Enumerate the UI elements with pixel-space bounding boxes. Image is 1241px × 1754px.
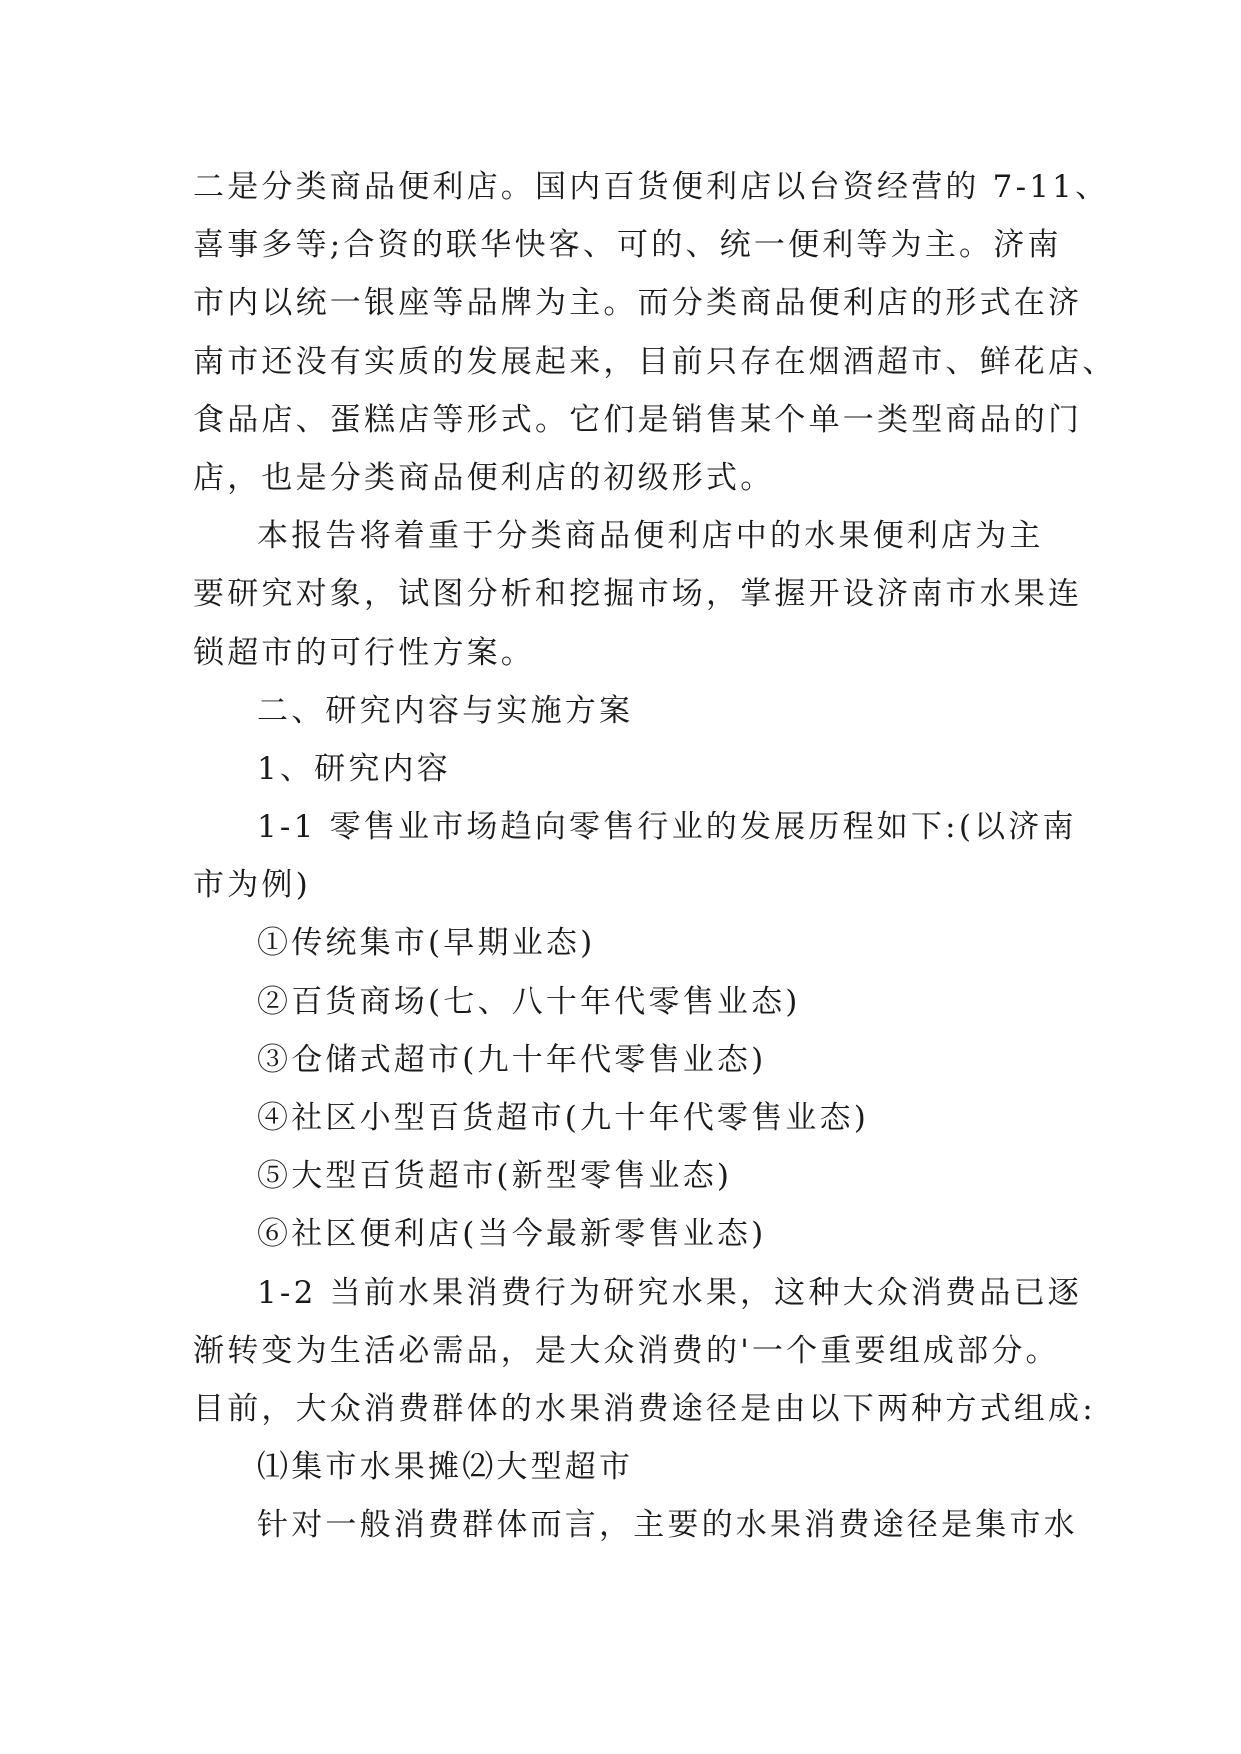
paragraph-start-line: 1-1 零售业市场趋向零售行业的发展历程如下:(以济南 [257,809,1077,846]
text-line: 喜事多等;合资的联华快客、可的、统一便利等为主。济南 [193,227,1062,264]
list-item: ①传统集市(早期业态) [257,925,596,962]
list-item: ④社区小型百货超市(九十年代零售业态) [257,1100,869,1136]
subsection-heading: 1、研究内容 [257,750,451,787]
paragraph-start-line: 本报告将着重于分类商品便利店中的水果便利店为主 [257,518,1044,555]
list-item: ⑴集市水果摊⑵大型超市 [257,1449,634,1486]
text-line: 渐转变为生活必需品，是大众消费的'一个重要组成部分。 [193,1332,1060,1369]
section-heading: 二、研究内容与实施方案 [257,692,634,729]
text-line: 目前，大众消费群体的水果消费途径是由以下两种方式组成: [193,1390,1096,1427]
list-item: ⑥社区便利店(当今最新零售业态) [257,1216,767,1253]
document-body [193,158,1117,1555]
text-line: 要研究对象，试图分析和挖掘市场，掌握开设济南市水果连 [193,576,1083,613]
text-line: 食品店、蛋糕店等形式。它们是销售某个单一类型商品的门 [193,401,1083,438]
text-line: 店，也是分类商品便利店的初级形式。 [193,459,775,496]
list-item: ②百货商场(七、八十年代零售业态) [257,983,801,1020]
text-line: 南市还没有实质的发展起来，目前只存在烟酒超市、鲜花店、 [193,343,1117,380]
list-item: ③仓储式超市(九十年代零售业态) [257,1041,767,1078]
text-line: 市内以统一银座等品牌为主。而分类商品便利店的形式在济 [193,285,1083,322]
text-line: 市为例) [193,867,311,904]
text-line: 二是分类商品便利店。国内百货便利店以台资经营的 7-11、 [193,169,1110,205]
paragraph-start-line: 针对一般消费群体而言，主要的水果消费途径是集市水 [257,1507,1078,1544]
list-item: ⑤大型百货超市(新型零售业态) [257,1158,733,1195]
text-line: 锁超市的可行性方案。 [193,634,535,671]
paragraph-start-line: 1-2 当前水果消费行为研究水果，这种大众消费品已逐 [257,1274,1082,1311]
